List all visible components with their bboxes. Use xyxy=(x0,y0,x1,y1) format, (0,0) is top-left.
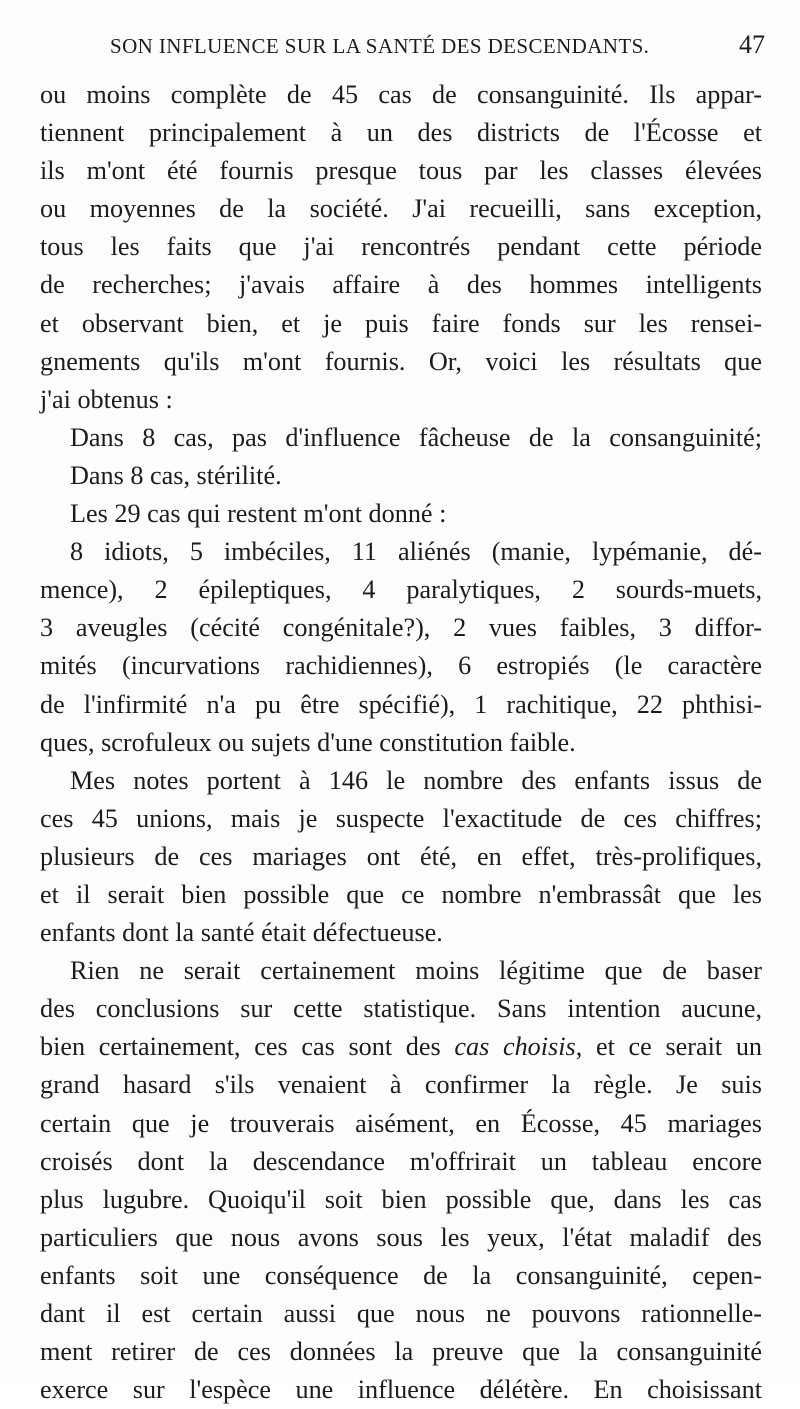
text-segment: , et ce serait un xyxy=(575,1032,763,1062)
text-line: des conclusions sur cette statistique. Sans intention aucune, xyxy=(40,994,762,1024)
text-line: plus lugubre. Quoiqu'il soit bien possible que, dans les cas xyxy=(40,1184,762,1214)
text-line: croisés dont la descendance m'offrirait un tableau encore xyxy=(40,1146,762,1176)
running-head xyxy=(40,30,765,64)
text-line: enfants dont la santé était défectueuse. xyxy=(40,918,443,948)
text-segment: bien certainement, ces cas sont des xyxy=(40,1032,441,1062)
text-line: tous les faits que j'ai rencontrés pendant cette période xyxy=(40,232,762,262)
text-line: mités (incurvations rachidiennes), 6 estropiés (le caractère xyxy=(40,651,762,681)
text-line: j'ai obtenus : xyxy=(40,384,173,414)
text-line: mence), 2 épileptiques, 4 paralytiques, 2 sourds-muets, xyxy=(40,575,762,605)
text-line: Dans 8 cas, stérilité. xyxy=(70,460,282,490)
text-line: gnements qu'ils m'ont fournis. Or, voici les résultats que xyxy=(40,346,762,376)
text-line: et il serait bien possible que ce nombre n'embrassât que les xyxy=(40,879,762,909)
italic-phrase: cas choisis xyxy=(454,1032,576,1062)
text-line: Dans 8 cas, pas d'influence fâcheuse de la consanguinité; xyxy=(70,422,762,452)
text-line: plusieurs de ces mariages ont été, en effet, très-prolifiques, xyxy=(40,841,762,871)
text-line: ment retirer de ces données la preuve que la consanguinité xyxy=(40,1337,762,1367)
text-line: ces 45 unions, mais je suspecte l'exactitude de ces chiffres; xyxy=(40,803,762,833)
text-line: enfants soit une conséquence de la consanguinité, cepen- xyxy=(40,1260,762,1290)
text-line: Les 29 cas qui restent m'ont donné : xyxy=(70,499,447,529)
text-line: particuliers que nous avons sous les yeux, l'état maladif des xyxy=(40,1222,762,1252)
text-line: tiennent principalement à un des districts de l'Écosse et xyxy=(40,118,762,148)
text-line: ou moins complète de 45 cas de consanguinité. Ils appar- xyxy=(40,80,762,109)
text-line: de recherches; j'avais affaire à des hommes intelligents xyxy=(40,270,762,300)
text-line: dant il est certain aussi que nous ne pouvons rationnelle- xyxy=(40,1299,762,1328)
text-line: certain que je trouverais aisément, en Écosse, 45 mariages xyxy=(40,1108,762,1138)
text-line: Rien ne serait certainement moins légitime que de baser xyxy=(70,956,762,986)
text-line: exerce sur l'espèce une influence délétère. En choisissant xyxy=(40,1375,762,1405)
text-line: ou moyennes de la société. J'ai recueilli, sans exception, xyxy=(40,194,762,224)
text-line: et observant bien, et je puis faire fonds sur les rensei- xyxy=(40,308,762,338)
text-line: ques, scrofuleux ou sujets d'une constitution faible. xyxy=(40,727,576,757)
text-line: Mes notes portent à 146 le nombre des enfants issus de xyxy=(70,765,762,795)
body-text xyxy=(40,76,762,1409)
text-line: 3 aveugles (cécité congénitale?), 2 vues faibles, 3 diffor- xyxy=(40,613,762,643)
page-number: 47 xyxy=(739,30,765,59)
text-line: de l'infirmité n'a pu être spécifié), 1 rachitique, 22 phthisi- xyxy=(40,689,762,719)
text-line: 8 idiots, 5 imbéciles, 11 aliénés (manie, lypémanie, dé- xyxy=(70,537,762,567)
text-line: grand hasard s'ils venaient à confirmer la règle. Je suis xyxy=(40,1070,762,1100)
running-title: SON INFLUENCE SUR LA SANTÉ DES DESCENDANTS. xyxy=(110,34,650,58)
text-line: ils m'ont été fournis presque tous par les classes élevées xyxy=(40,156,762,186)
text-line-italic xyxy=(40,1028,762,1066)
